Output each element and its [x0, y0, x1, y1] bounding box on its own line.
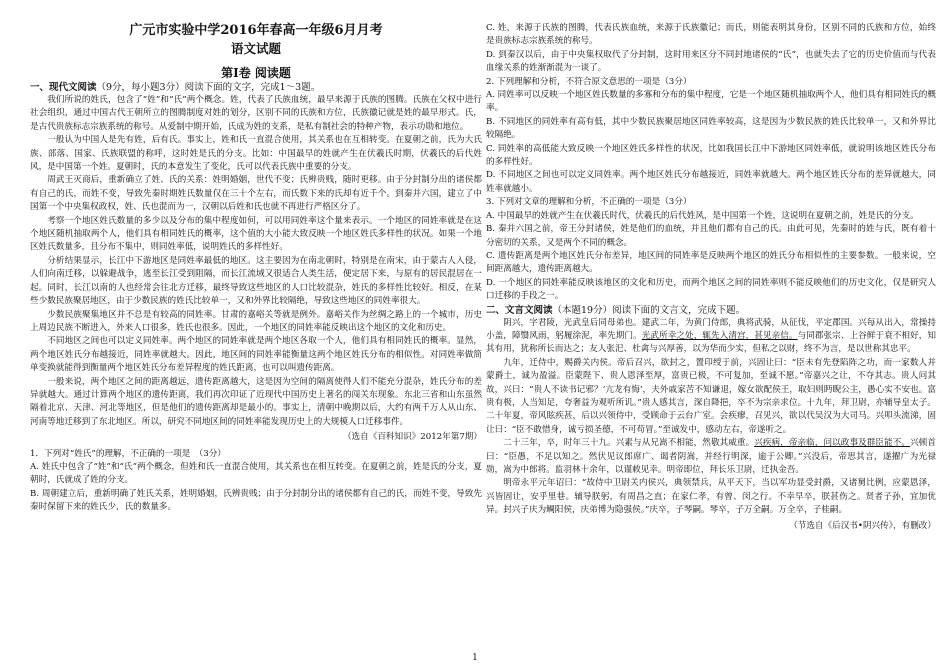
- question-3-stem: 3. 下列对文章的理解和分析，不正确的一项是（3分）: [486, 197, 692, 208]
- question-3-option-b: B. 秦并六国之前，帝王分封诸侯，姓是他们的血统，并且他们都有自己的氏。由此可见，先秦时的姓与氏，既有着十分密切的关系，又是两个不同的概念。: [486, 224, 936, 248]
- page-number: 1: [472, 653, 478, 663]
- section2-heading-label: 二、文言文阅读: [486, 304, 553, 316]
- question-2-option-c: C. 同姓率的高低能大致反映一个地区姓氏多样性的状况，比如我国长江中下游地区同姓率低，就说明该地区姓氏分布的多样性好。: [486, 143, 936, 168]
- passage2-text-tail: 兴顿首曰：“臣愚，不足以知之。然伏见议郎席广、谒者阴嵩，并经行明深，逾于公卿。”兴没后，帝思其言，遂擢广为光禄勋，嵩为中郎将。监羽林十余年，以谨敕见幸。明帝即位，拜长乐卫尉，迁执金吾。: [486, 438, 936, 475]
- exam-title: 广元市实验中学2016年春高一年级6月月考: [129, 23, 383, 38]
- section2-heading: [486, 304, 936, 317]
- passage1-paragraph: 少数民族聚集地区并不总是有较高的同姓率。甘肃的嘉峪关等就是例外。嘉峪关作为丝绸之路上的一个城市，历史上周边民族不断进入，外来人口很多，姓氏也很多。因此，一个地区的同姓率能反映出这个地区的文化和历史。: [30, 309, 482, 333]
- passage2-paragraph: 九年，迁侍中，赐爵关内侯。帝后召兴，欲封之，置印绶于前，兴固让曰：“臣未有先登陷阵之功，而一家数人并蒙爵土，诚为盈溢。臣蒙陛下、贵人恩泽至厚，富贵已极，不可复加，至诚不愿。”帝嘉兴之让，不夺其志。贵人问其故，兴曰：“贵人不读书记邪？‘亢龙有悔’，夫外戚家苦不知谦退，嫁女欲配侯王，取妇则眄睨公主，愚心实不安也。富贵有极，人当知足，夸奢益为观听所讥。”贵人感其言，深自降挹，卒不为宗亲求位。十九年，拜卫尉，亦辅导皇太子。二十年夏，帝风眩疾甚，后以兴领侍中，受顾命于云台广室。会疾瘳，召见兴，欲以代吴汉为大司马。兴叩头流涕，固让曰：“臣不敢惜身，诚亏损圣德，不可苟冒。”至诚发中，感动左右，帝遂听之。: [486, 357, 936, 435]
- question-1-option-d: D. 到秦汉以后，由于中央集权取代了分封制，这时用来区分不同封地诸侯的“氏”，也就失去了它的历史价值而与代表血缘关系的姓渐渐混为一谈了。: [486, 49, 936, 74]
- section1-heading: [30, 81, 482, 94]
- passage2-paragraph: [486, 437, 936, 477]
- question-3-option-d: D. 一个地区的同姓率能反映该地区的文化和历史，而两个地区之间的同姓率则不能反映他们的历史文化，仅是研究人口迁移的手段之一。: [486, 277, 936, 302]
- passage2-text-tail: 与同郡张宗、上谷鲜于衰不相好，知其有用，犹称所长而达之；友人张汜、杜禽与兴厚善，以为华而少实，但私之以财，终不为言，是以世称其忠平。: [486, 330, 936, 355]
- question-1-option-a: A. 姓氏中包含了“姓”和“氏”两个概念，但姓和氏一直混合使用，其关系也在相互转变。在夏朝之前，姓是氏的分支，夏朝时，氏就成了姓的分支。: [30, 461, 482, 486]
- exam-subtitle: 语文试题: [230, 41, 281, 56]
- question-1-stem: 1．下列对“姓氏”的理解，不正确的一项是 （3分）: [30, 448, 226, 459]
- question-2-option-d: D. 不同地区之间也可以定义同姓率。两个地区姓氏分布越接近，同姓率就越大。两个地区姓氏分布的差异就越大，同姓率就越小。: [486, 170, 936, 194]
- passage1-paragraph: 周武王灭商后，重新确立了姓、氏的关系：姓明婚姻，世代不变；氏辨贵贱，随时更移。由于分封制分出的诸侯都有自己的氏，而姓不变，导致先秦时期姓氏数量仅在三十个左右，而氏数下来的氏却有近千个。到秦并六国，建立了中国第一个中央集权政权，姓、氏也混而为一，汉朝以后姓和氏也就不再进行严格区分了。: [30, 175, 482, 213]
- question-3-option-a: A. 中国最早的姓就产生在伏羲氏时代，伏羲氏的后代姓风，是中国第一个姓，这说明在夏朝之前，姓是氏的分支。: [486, 210, 919, 221]
- passage2-source: （节选自《后汉书•阴兴传》，有删改）: [789, 520, 936, 531]
- passage2-paragraph: [486, 317, 936, 357]
- section1-heading-label: 一、现代文阅读: [30, 82, 97, 93]
- question-1-option-c: C. 姓，来源于氏族的图腾，代表氏族血统，来源于氏族徽记；而氏，则能表明其身份，区别不同的氏族和方位，始终是贵族标志宗族系统的称号。: [486, 23, 936, 47]
- section2-instruction: （本题19分）阅读下面的文言文，完成下题。: [552, 304, 746, 316]
- passage1-paragraph: 一般认为中国人是先有姓，后有氏。事实上，姓和氏一直混合使用，其关系也在互相转变。在夏朝之前，氏为大氏族、部落、国家、氏族联盟的称呼，这时姓是氏的分支。比如：中国最早的姓就产生在伏羲氏时期，伏羲氏的后代姓风，是中国第一个姓。夏朝时，氏的本意发生了变化，氏可以代表氏族中重要的分支。: [30, 135, 482, 173]
- passage2-text: 阴兴，字君陵，光武皇后同母弟也。建武二年，为黄门侍郎，典将武骑，从征伐，平定郡国。兴每从出入，常操持小盖，障翳风雨，躬履涂泥，率先期门。: [486, 317, 936, 341]
- passage2-underlined-sentence-2: 兴疾病，帝亲临，问以政事及群臣能不。: [754, 438, 911, 449]
- question-2-option-a: A. 同姓率可以反映一个地区姓氏数量的多寡和分布的集中程度，它是一个地区随机抽取两个人，他们具有相同姓氏的概率。: [486, 90, 936, 114]
- passage1-paragraph: 分析结果显示，长江中下游地区是同姓率最低的地区。这主要因为在南北朝时，特别是在南宋，由于蒙古人入侵，人们向南迁移，以躲避战争，逃至长江受到阻隔，而长江流域又很适合人类生活，便定居下来，与原有的居民混居在一起。同时，长江以南的人也经常会往北方迁移，最终导致这些地区的人口比较混杂，姓氏的多样性比较好。相反，在某些少数民族聚居地区，由于少数民族的姓氏比较单一，又和外界比较隔绝，导致这些地区的同姓率很大。: [30, 255, 482, 307]
- passage1-paragraph: 考察一个地区姓氏数量的多少以及分布的集中程度如何，可以用同姓率这个量来表示。一个地区的同姓率就是在这个地区随机抽取两个人，他们具有相同姓氏的概率，这个值的大小能大致反映一个地区姓氏多样性的状况。如果一个地区姓氏数量多，且分布不集中，则同姓率低，说明姓氏的多样性好。: [30, 215, 482, 253]
- passage2-underlined-sentence-1: 光武所幸之处，辄先入清宫，甚见亲信。: [641, 330, 798, 341]
- passage2-paragraph: 明帝永平元年诏曰：“故侍中卫尉关内侯兴，典领禁兵，从平天下，当以军功显受封爵，又诸舅比例，应蒙恩泽，兴皆固让，安乎里巷。辅导朕躬，有周昌之直；在家仁孝，有曾、闵之行。不幸早卒，朕甚伤之。贤者子孙，宜加优异。封兴子庆为鲷阳侯，庆弟博为隐强侯。”庆卒，子琴嗣。琴卒，子万全嗣。万全卒，子桂嗣。: [486, 478, 936, 516]
- question-2-stem: 2. 下列理解和分析，不符合原文意思的一项是（3分）: [486, 76, 692, 87]
- passage2-text-head: 二十三年，卒，时年三十九。兴素与从兄嵩不相能，然敬其威重。: [503, 438, 755, 449]
- passage1-paragraph: 我们所说的姓氏，包含了“姓”和“氏”两个概念。姓，代表了氏族血统，最早来源于氏族的图腾。氏族在父权中进行社会组织，通过中国古代王朝所立的图腾制度对姓的划分，区别不同的氏族和方位，氏族徽记就是姓的最早形式。氏，是古代贵族标志宗族系统的称号。从爱制中期开始，氏成为姓的支系，是私有制社会的特种产物，表示功勋和地位。: [30, 95, 482, 132]
- left-column: [30, 22, 482, 672]
- volume-title: 第Ⅰ卷 阅读题: [221, 66, 291, 80]
- question-1-option-b: B. 周朝建立后，重新明确了姓氏关系，姓明婚姻，氏辨贵贱；由于分封制分出的诸侯都有自己的氏，而姓不变，导致先秦时保留下来的姓氏少，氏的数量多。: [30, 488, 482, 513]
- right-column: [486, 22, 936, 672]
- question-2-option-b: B. 不同地区的同姓率有高有低，其中少数民族聚居地区同姓率较高，这是因为少数民族的姓氏比较单一，又和外界比较隔绝。: [486, 116, 936, 141]
- section1-instruction: （9分，每小题3分）阅读下面的文字，完成1～3题。: [96, 82, 321, 93]
- passage1-source: （选自《百科知识》2012年第7期）: [342, 432, 482, 443]
- passage1-paragraph: 不同地区之间也可以定义同姓率。两个地区的同姓率就是两个地区各取一个人，他们具有相同姓氏的概率。显然，两个地区姓氏分布越接近，同姓率就越大。因此，地区间的同姓率能衡量这两个地区姓氏分布的相似性。对同姓率做简单变换就能得到衡量两个地区姓氏分布差异程度的姓氏距离，也可以叫遗传距离。: [30, 336, 482, 374]
- question-3-option-c: C. 遗传距离是两个地区姓氏分布差异，地区间的同姓率是反映两个地区的姓氏分布相似性的主要参数。一般来说，空间距离越大，遗传距离越大。: [486, 250, 936, 275]
- passage1-paragraph: 一般来说，两个地区之间的距离越远，遗传距离越大，这是因为空间的隔离使得人们不能充分混杂，姓氏分布的差异就越大。通过计算两个地区的遗传距离，我们再次印证了近现代中国历史上著名的闯关东现象。东北三省和山东虽然隔着北京、天津、河北等地区，但是他们的遗传距离却是最小的。事实上，清朝中晚期以后，大约有两千万人从山东、河南等地迁移到了东北地区。所以，研究不同地区间的同姓率能发现历史上的大规模人口迁移事件。: [30, 376, 482, 427]
